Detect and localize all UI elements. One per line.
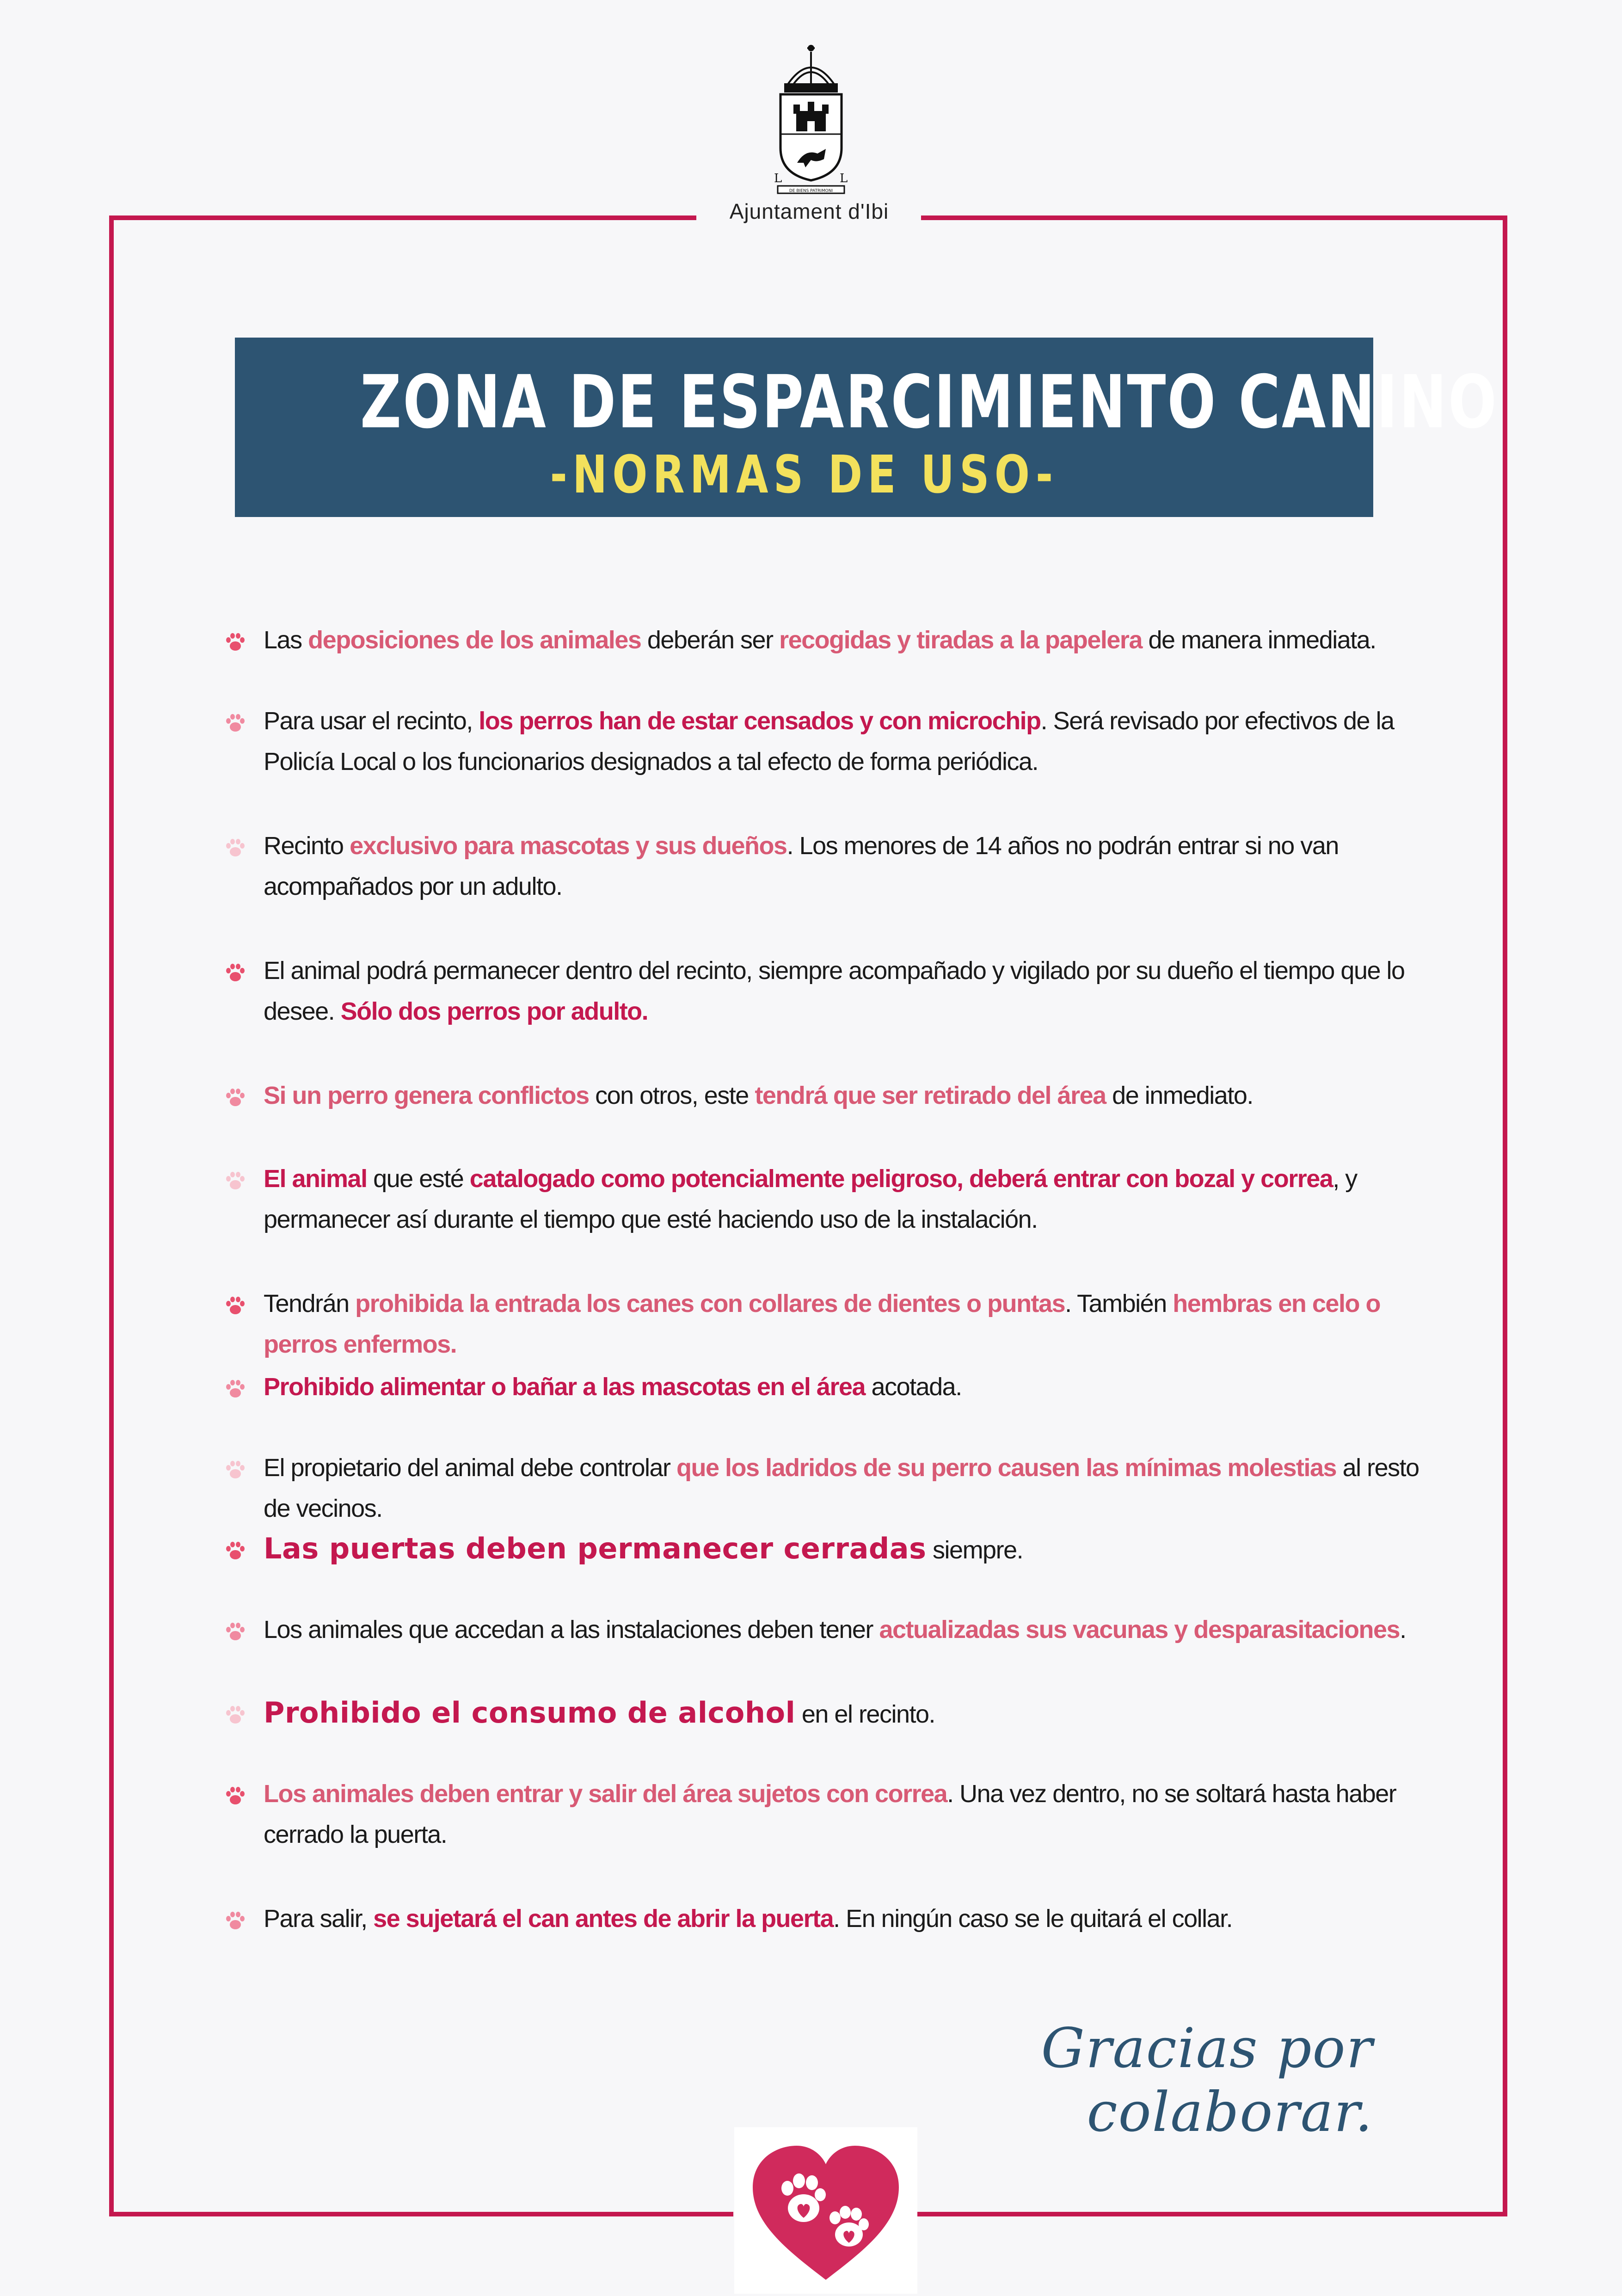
rule-segment: de manera inmediata.: [1142, 626, 1376, 654]
rule-segment: .: [1400, 1616, 1406, 1644]
rule-segment: El propietario del animal debe controlar: [264, 1454, 677, 1482]
paw-icon: [224, 1620, 247, 1644]
rule-text: [264, 620, 1438, 660]
rule-highlight: El animal: [264, 1165, 367, 1193]
rule-segment: Recinto: [264, 832, 350, 860]
svg-text:L: L: [840, 172, 848, 185]
paw-icon: [224, 712, 247, 735]
rule-highlight: Sólo dos perros por adulto.: [340, 997, 648, 1025]
rule-segment: Las: [264, 626, 308, 654]
coat-of-arms-icon: [761, 42, 861, 194]
rule-item: [217, 1447, 1438, 1529]
paw-icon: [224, 1294, 247, 1317]
page-title: ZONA DE ESPARCIMIENTO CANINO: [360, 360, 1498, 445]
rule-item: [217, 620, 1438, 660]
paw-icon: [224, 1378, 247, 1401]
thanks-message: Gracias por colaborar.: [1041, 2016, 1373, 2144]
paw-icon: [224, 1459, 247, 1482]
rule-item: [217, 1898, 1438, 1939]
rule-segment: Tendrán: [264, 1290, 356, 1317]
rule-text: [264, 1528, 1438, 1570]
rule-highlight: se sujetará el can antes de abrir la puerta: [373, 1905, 834, 1933]
rule-segment: Los animales que accedan a las instalaciones deben tener: [264, 1616, 879, 1644]
rule-segment: , y permanecer así durante el tiempo que esté haciendo uso de la instalación.: [264, 1165, 1357, 1233]
rule-item: [217, 1528, 1438, 1570]
rule-highlight: que los ladridos de su perro causen las mínimas molestias: [676, 1454, 1337, 1482]
rule-text: [264, 950, 1438, 1032]
rule-text: [264, 1367, 1438, 1407]
rule-highlight: tendrá que ser retirado del área: [755, 1082, 1106, 1109]
rule-segment: de inmediato.: [1106, 1082, 1253, 1109]
rule-item: [217, 701, 1438, 782]
rule-item: [217, 1609, 1438, 1650]
rule-highlight: Prohibido el consumo de alcohol: [264, 1696, 796, 1730]
rule-segment: Para salir,: [264, 1905, 374, 1933]
rule-text: [264, 1447, 1438, 1529]
rule-highlight: Los animales deben entrar y salir del área sujetos con correa: [264, 1780, 947, 1808]
rule-highlight: deposiciones de los animales: [308, 626, 641, 654]
rule-segment: . En ningún caso se le quitará el collar.: [833, 1905, 1233, 1933]
rule-segment: El animal podrá permanecer dentro del recinto, siempre acompañado y vigilado por su dueño el tiempo que lo desee.: [264, 957, 1405, 1025]
frame-top-right: [921, 215, 1507, 220]
rule-item: [217, 1367, 1438, 1407]
rule-highlight: catalogado como potencialmente peligroso, deberá entrar con bozal y correa: [469, 1165, 1333, 1193]
rule-segment: al resto de vecinos.: [264, 1454, 1419, 1522]
frame-right: [1503, 215, 1507, 2216]
rule-item: [217, 1283, 1438, 1365]
rule-segment: . También: [1065, 1290, 1173, 1317]
rule-item: [217, 950, 1438, 1032]
rule-highlight: Si un perro genera conflictos: [264, 1082, 589, 1109]
rule-text: [264, 1283, 1438, 1365]
svg-text:L: L: [774, 172, 782, 185]
rule-segment: en el recinto.: [795, 1700, 935, 1728]
rule-segment: . Los menores de 14 años no podrán entrar si no van acompañados por un adulto.: [264, 832, 1339, 900]
paw-icon: [224, 837, 247, 860]
title-banner: [235, 338, 1498, 517]
rule-highlight: los perros han de estar censados y con microchip: [479, 707, 1041, 735]
rule-text: [264, 1158, 1438, 1240]
rule-text: [264, 1773, 1438, 1855]
rule-item: [217, 1773, 1438, 1855]
heart-with-paws-icon: [734, 2127, 917, 2294]
rule-text: [264, 1075, 1438, 1116]
rule-segment: que esté: [367, 1165, 470, 1193]
rule-highlight: Las puertas deben permanecer cerradas: [264, 1532, 927, 1565]
rule-item: [217, 1075, 1438, 1116]
rule-item: [217, 825, 1438, 907]
organization-name: Ajuntament d'Ibi: [729, 199, 889, 223]
rule-highlight: exclusivo para mascotas y sus dueños: [350, 832, 787, 860]
rule-item: [217, 1693, 1438, 1735]
paw-icon: [224, 1704, 247, 1727]
rule-highlight: Prohibido alimentar o bañar a las mascotas en el área: [264, 1373, 866, 1401]
rule-segment: con otros, este: [589, 1082, 755, 1109]
rule-item: [217, 1158, 1438, 1240]
paw-icon: [224, 1170, 247, 1193]
paw-icon: [224, 1086, 247, 1109]
rule-highlight: recogidas y tiradas a la papelera: [779, 626, 1142, 654]
rule-segment: . Será revisado por efectivos de la Policía Local o los funcionarios designados a tal efecto de forma periódica.: [264, 707, 1394, 776]
page-subtitle: -NORMAS DE USO-: [550, 444, 1058, 505]
rule-segment: acotada.: [865, 1373, 962, 1401]
paw-icon: [224, 631, 247, 654]
rule-text: [264, 1609, 1438, 1650]
rule-highlight: actualizadas sus vacunas y desparasitaciones: [879, 1616, 1400, 1644]
paw-icon: [224, 961, 247, 985]
svg-text:DE BIENS PATRIMONI: DE BIENS PATRIMONI: [789, 189, 833, 193]
paw-icon: [224, 1539, 247, 1563]
rule-segment: Para usar el recinto,: [264, 707, 479, 735]
paw-icon: [224, 1785, 247, 1808]
frame-left: [109, 215, 114, 2216]
rule-segment: siempre.: [926, 1536, 1023, 1564]
frame-top-left: [109, 215, 696, 220]
rule-text: [264, 1898, 1438, 1939]
paw-icon: [224, 1909, 247, 1933]
rule-segment: deberán ser: [641, 626, 780, 654]
frame-bottom-left: [109, 2212, 733, 2216]
rule-text: [264, 701, 1438, 782]
frame-bottom-right: [916, 2212, 1507, 2216]
rule-highlight: prohibida la entrada los canes con collares de dientes o puntas: [355, 1290, 1065, 1317]
rule-text: [264, 825, 1438, 907]
rule-segment: . Una vez dentro, no se soltará hasta haber cerrado la puerta.: [264, 1780, 1396, 1848]
rule-highlight: hembras en celo o perros enfermos.: [264, 1290, 1380, 1358]
rule-text: [264, 1693, 1438, 1735]
heart-badge: [734, 2127, 917, 2294]
